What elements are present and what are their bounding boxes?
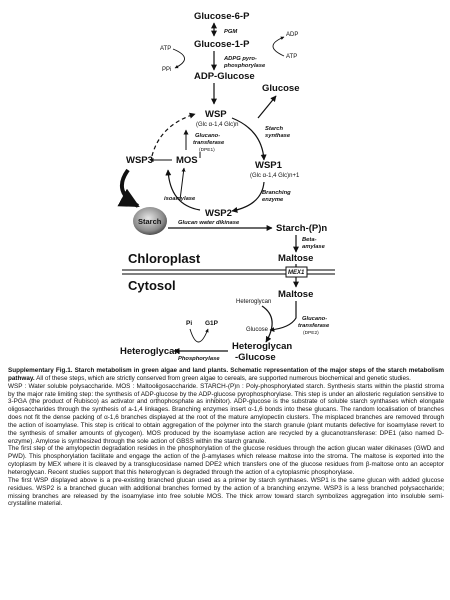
node-heteroglycan: Heteroglycan (120, 346, 181, 357)
node-wsp1: WSP1 (255, 160, 282, 171)
node-wsp2: WSP2 (205, 208, 232, 219)
label-beta-amylase-2: amylase (302, 244, 325, 250)
label-adp-right: ADP (286, 32, 299, 38)
figure-caption (8, 367, 444, 508)
arrow-to-glucose (258, 96, 276, 118)
arrow-pi-g1p (190, 329, 208, 342)
label-dpe2-2: transferase (298, 323, 330, 329)
arrow-atp-adp (273, 37, 284, 56)
label-beta-amylase-1: Beta- (302, 237, 317, 243)
label-chloroplast: Chloroplast (128, 251, 201, 266)
caption-paragraph-2: WSP : Water soluble polysaccharide. MOS : Maltooligosaccharide. STARCH-(P)n : Poly-phosphorylated starch. Synthesis starts within the plastid stroma by the major rate limiting step: the synthesis of ADP-glucose by the ADP-glucose pyrophosphorylase. This step is under an allosteric regulation sensitive to 3-PGA (the product of Rubisco) as activator and orthophosphate as inhibitor). ADP-glucose is the substrate of soluble starch synthases which elongate oligosaccharides through the synthesis of a-1,4 linkages. Branching enzymes insert α-1,6 bonds into these glucans. The random localisation of branches does not fit the dense packing of α-1,6 branches displayed at the root of the mature amylopectin clusters. The misplaced branches are removed through the action of isoamylase. This step is critical to obtain aggregation of the polymer into the starch granule (plant mutants defective for isoamylase revert to the synthesis of smaller amounts of glycogen). MOS produced by the isoamylase action are recycled by a glucanotransferase: DPE1 (also named D-enzyme). Amylose is synthesized through the sole action of GBSS within the starch granule. (8, 382, 444, 445)
node-heteroglycan-glucose-2: -Glucose (235, 352, 276, 363)
label-cytosol: Cytosol (128, 278, 176, 293)
caption-intro: All of these steps, which are strictly conserved from green algae to cereals, are supported numerous biochemical and genetic studies. (34, 374, 411, 382)
label-g1p-small: G1P (205, 320, 219, 327)
arrow-branching (232, 182, 264, 211)
node-glucose-6-p: Glucose-6-P (194, 11, 250, 22)
label-dpe1-1: Glucano- (195, 133, 221, 139)
node-wsp: WSP (205, 109, 227, 120)
node-maltose-chloroplast: Maltose (278, 253, 314, 264)
arrow-dpe2-maltose (270, 301, 296, 330)
arrow-wsp3-to-wsp-dashed (152, 114, 195, 156)
node-glucose: Glucose (262, 83, 300, 94)
label-dpe1-2: transferase (193, 140, 225, 146)
label-gwd: Glucan water dikinase (178, 220, 240, 226)
label-dpe2-1: Glucano- (302, 316, 328, 322)
arrow-dpe2-main (262, 306, 272, 342)
caption-paragraph-4: The first WSP displayed above is a pre-existing branched glucan used as a primer by starch synthases. WSP1 is the same glucan with added glucose residues. WSP2 is a branched glucan with additional branches formed by the action of a branching enzyme. WSP3 is a less branched polysaccharide; missing branches are released by the isoamylase into free soluble MOS. The thick arrow toward starch symbolizes aggregation into insoluble semi-crystalline material. (8, 476, 444, 508)
caption-lead: Supplementary Fig.1. Starch metabolism in green algae and land plants. Schematic representation of the major steps of the starch metabolism pathway. (8, 367, 444, 382)
node-starch-p: Starch-(P)n (276, 223, 328, 234)
node-mos: MOS (176, 155, 198, 166)
label-branching-1: Branching (262, 190, 291, 196)
label-glucose-small: Glucose (246, 327, 269, 333)
label-mex1: MEX1 (288, 270, 305, 276)
label-atp-left: ATP (160, 46, 172, 52)
node-wsp1-sub: (Glc α-1,4 Glc)n+1 (250, 173, 300, 179)
label-phosphorylase: Phosphorylase (178, 356, 220, 362)
label-starch-synthase-1: Starch (265, 126, 284, 132)
label-starch-synthase-2: synthase (265, 133, 291, 139)
label-pi: Pi (186, 320, 193, 327)
label-ppi: PPi (162, 67, 172, 73)
node-wsp3: WSP3 (126, 155, 153, 166)
caption-paragraph-1 (8, 367, 444, 383)
label-dpe1-3: (DPE1) (199, 148, 215, 153)
node-adp-glucose: ADP-Glucose (194, 71, 255, 82)
label-heteroglycan-small: Heteroglycan (236, 299, 272, 305)
node-heteroglycan-glucose-1: Heteroglycan (232, 341, 293, 352)
node-wsp-sub: (Glc α-1,4 Glc)n (196, 122, 239, 128)
thick-arrow-to-starch (122, 170, 138, 206)
arrow-isoamylase (168, 170, 200, 210)
arrow-atp-ppi (173, 49, 185, 68)
label-pgm: PGM (224, 29, 238, 35)
label-atp-right: ATP (286, 54, 298, 60)
label-branching-2: enzyme (262, 197, 284, 203)
label-adpg-ppase-2: phosphorylase (224, 63, 266, 69)
node-starch: Starch (138, 217, 162, 226)
node-glucose-1-p: Glucose-1-P (194, 39, 250, 50)
label-adpg-ppase-1: ADPG pyro- (224, 56, 257, 62)
node-maltose-cytosol: Maltose (278, 289, 314, 300)
caption-paragraph-3: The first step of the amylopectin degradation resides in the phosphorylation of the glucose residues through the action glucan water dikinases (GWD and PWD). This phosphorylation facilitate and engage the action of the β-amylases which release maltose into the stroma. The maltose is exported into the cytoplasm by MEX where it is cleaved by a transglucosidase named DPE2 which transfers one of the glucose residues from β-maltose onto an acceptor heteroglycan. Recent studies support that this heteroglycan is degraded through the action of a cytoplasmic phosphorylase. (8, 445, 444, 476)
label-dpe2-3: (DPE2) (303, 331, 319, 336)
label-isoamylase: isoamylase (164, 196, 196, 202)
